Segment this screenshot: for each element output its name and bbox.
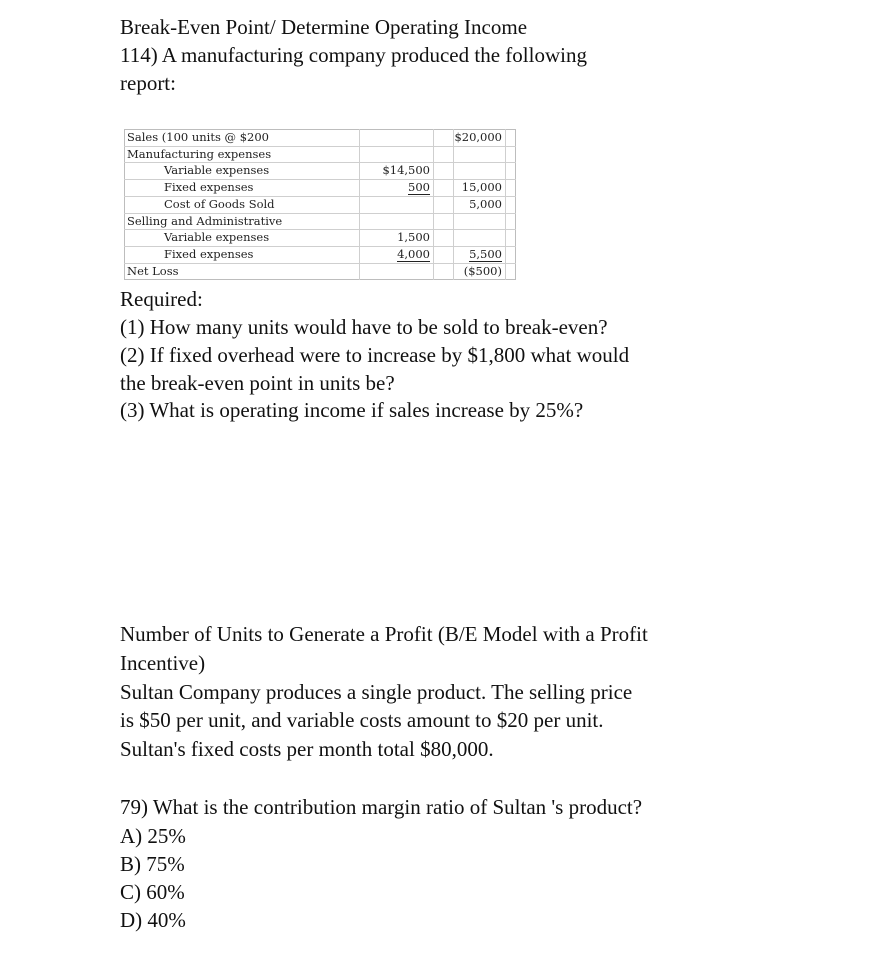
row-amount <box>374 246 430 263</box>
required-question: (2) If fixed overhead were to increase by $1,800 what would <box>120 343 630 367</box>
row-label: Fixed expenses <box>164 180 254 195</box>
col-divider <box>359 129 360 280</box>
col-divider <box>433 129 434 280</box>
row-label: Manufacturing expenses <box>127 146 272 161</box>
underlined-amount: 4,000 <box>397 246 430 261</box>
row-total <box>454 246 502 263</box>
question-text: report: <box>120 71 176 95</box>
income-report-table <box>124 129 516 280</box>
underlined-amount: 5,500 <box>469 246 502 261</box>
row-total: 5,000 <box>469 196 502 211</box>
answer-option: B) 75% <box>120 852 185 876</box>
row-amount: 1,500 <box>397 230 430 245</box>
section-title: Incentive) <box>120 651 206 675</box>
underlined-amount: 500 <box>408 180 430 195</box>
required-question: (1) How many units would have to be sold to break-even? <box>120 315 608 339</box>
answer-option: C) 60% <box>120 880 185 904</box>
section-title: Number of Units to Generate a Profit (B/E Model with a Profit <box>120 622 648 646</box>
required-heading: Required: <box>120 287 203 311</box>
problem-text: Sultan's fixed costs per month total $80,000. <box>120 737 494 761</box>
col-divider <box>505 129 506 280</box>
row-label: Net Loss <box>127 263 179 278</box>
row-amount: $14,500 <box>382 163 430 178</box>
question-prompt: 79) What is the contribution margin ratio of Sultan 's product? <box>120 795 643 819</box>
answer-option: A) 25% <box>120 824 186 848</box>
row-amount <box>374 179 430 196</box>
row-total: 15,000 <box>461 180 502 195</box>
answer-option: D) 40% <box>120 908 186 932</box>
row-label: Variable expenses <box>164 230 270 245</box>
row-label: Cost of Goods Sold <box>164 196 275 211</box>
row-label: Variable expenses <box>164 163 270 178</box>
problem-text: Sultan Company produces a single product. The selling price <box>120 680 633 704</box>
row-label: Sales (100 units @ $200 <box>127 130 269 144</box>
section-title: Break-Even Point/ Determine Operating Income <box>120 15 528 39</box>
required-question: (3) What is operating income if sales increase by 25%? <box>120 398 584 422</box>
row-label: Fixed expenses <box>164 246 254 261</box>
row-total: $20,000 <box>454 130 502 144</box>
row-total: ($500) <box>463 263 502 278</box>
required-question: the break-even point in units be? <box>120 371 395 395</box>
question-text: 114) A manufacturing company produced the following <box>120 43 587 67</box>
problem-text: is $50 per unit, and variable costs amount to $20 per unit. <box>120 708 604 732</box>
row-label: Selling and Administrative <box>127 213 283 228</box>
